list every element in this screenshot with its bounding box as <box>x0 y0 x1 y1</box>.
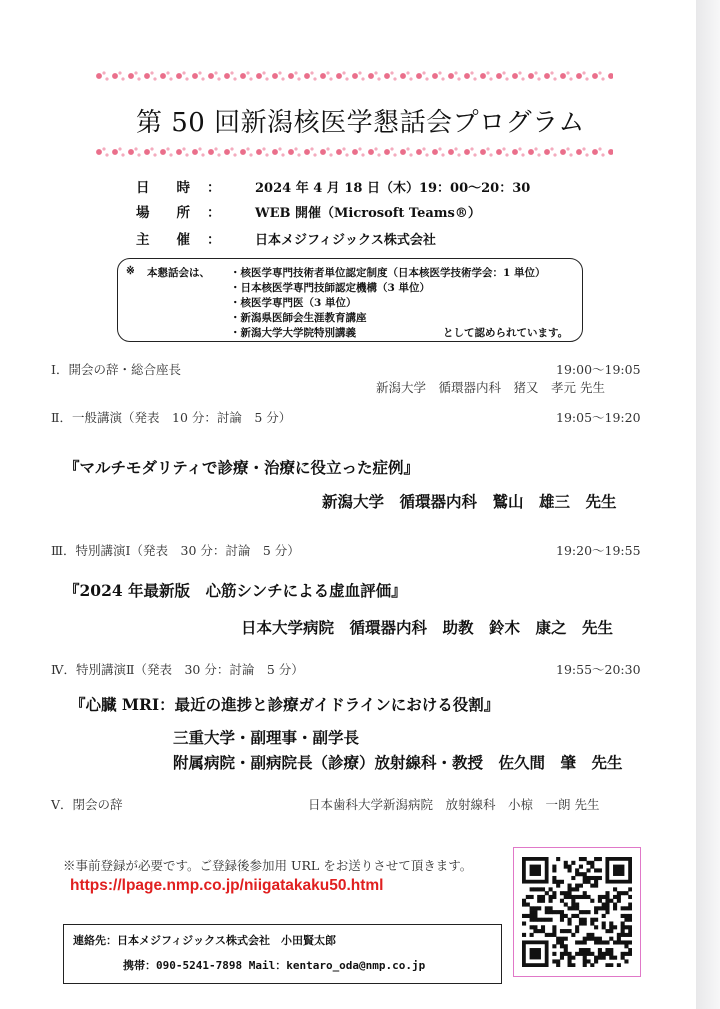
host-label: 主 催 <box>136 232 190 248</box>
section-chair: 日本歯科大学新潟病院 放射線科 小椋 一朗 先生 <box>308 797 600 812</box>
place-value: WEB 開催（Microsoft Teams®） <box>255 206 481 221</box>
date-colon: ： <box>207 180 221 196</box>
lecture-speaker: 附属病院・副病院長（診療）放射線科・教授 佐久間 肇 先生 <box>173 753 623 772</box>
section-heading: Ⅲ．特別講演Ⅰ（発表 30 分：討論 5 分） <box>51 543 300 558</box>
section-heading: Ⅰ．開会の辞・総合座長 <box>51 362 181 377</box>
note-item: ・日本核医学専門技師認定機構（3 単位） <box>230 282 430 294</box>
note-item: ・新潟大学大学院特別講義 <box>230 327 356 339</box>
qr-code[interactable] <box>513 847 641 977</box>
section-time: 19:00〜19:05 <box>556 362 641 377</box>
date-value: 2024 年 4 月 18 日（木）19：00〜20：30 <box>255 181 531 196</box>
contact-name: 連絡先：日本メジフィジックス株式会社 小田賢太郎 <box>73 934 337 947</box>
registration-note: ※事前登録が必要です。ご登録後参加用 URL をお送りさせて頂きます。 <box>63 858 473 873</box>
bottom-decoration <box>93 146 613 158</box>
place-colon: ： <box>207 205 221 221</box>
qr-code-pattern <box>522 857 632 967</box>
section-heading: Ⅳ．特別講演Ⅱ（発表 30 分：討論 5 分） <box>51 662 304 677</box>
section-heading: Ⅴ．閉会の辞 <box>51 797 123 812</box>
section-chair: 新潟大学 循環器内科 猪又 孝元 先生 <box>376 380 605 395</box>
lecture-speaker: 新潟大学 循環器内科 鷲山 雄三 先生 <box>322 492 617 511</box>
section-time: 19:55〜20:30 <box>556 662 641 677</box>
note-suffix: として認められています。 <box>443 327 569 339</box>
host-value: 日本メジフィジックス株式会社 <box>255 233 436 248</box>
date-label: 日 時 <box>136 180 190 196</box>
lecture-title: 『2024 年最新版 心筋シンチによる虚血評価』 <box>64 581 407 600</box>
section-time: 19:05〜19:20 <box>556 410 641 425</box>
place-label: 場 所 <box>136 205 190 221</box>
lecture-title: 『マルチモダリティで診療・治療に役立った症例』 <box>64 458 419 477</box>
top-decoration <box>93 70 613 82</box>
contact-phone-mail: 携帯：090-5241-7898 Mail：kentaro_oda@nmp.co.jp <box>123 959 426 972</box>
section-time: 19:20〜19:55 <box>556 543 641 558</box>
page-edge <box>696 0 720 1009</box>
note-item: ・核医学専門医（3 単位） <box>230 297 357 309</box>
lecture-speaker-affiliation: 三重大学・副理事・副学長 <box>173 728 360 747</box>
note-intro: 本懇話会は、 <box>147 267 210 279</box>
note-item: ・核医学専門技術者単位認定制度（日本核医学技術学会：1 単位） <box>230 267 546 279</box>
note-marker: ※ <box>126 265 135 277</box>
lecture-title: 『心臓 MRI：最近の進捗と診療ガイドラインにおける役割』 <box>70 695 500 714</box>
lecture-speaker: 日本大学病院 循環器内科 助教 鈴木 康之 先生 <box>241 618 614 637</box>
page-title: 第 50 回新潟核医学懇話会プログラム <box>136 108 585 138</box>
section-heading: Ⅱ．一般講演（発表 10 分：討論 5 分） <box>51 410 292 425</box>
note-item: ・新潟県医師会生涯教育講座 <box>230 312 367 324</box>
registration-link[interactable]: https://lpage.nmp.co.jp/niigatakaku50.html <box>70 877 384 894</box>
host-colon: ： <box>207 232 221 248</box>
